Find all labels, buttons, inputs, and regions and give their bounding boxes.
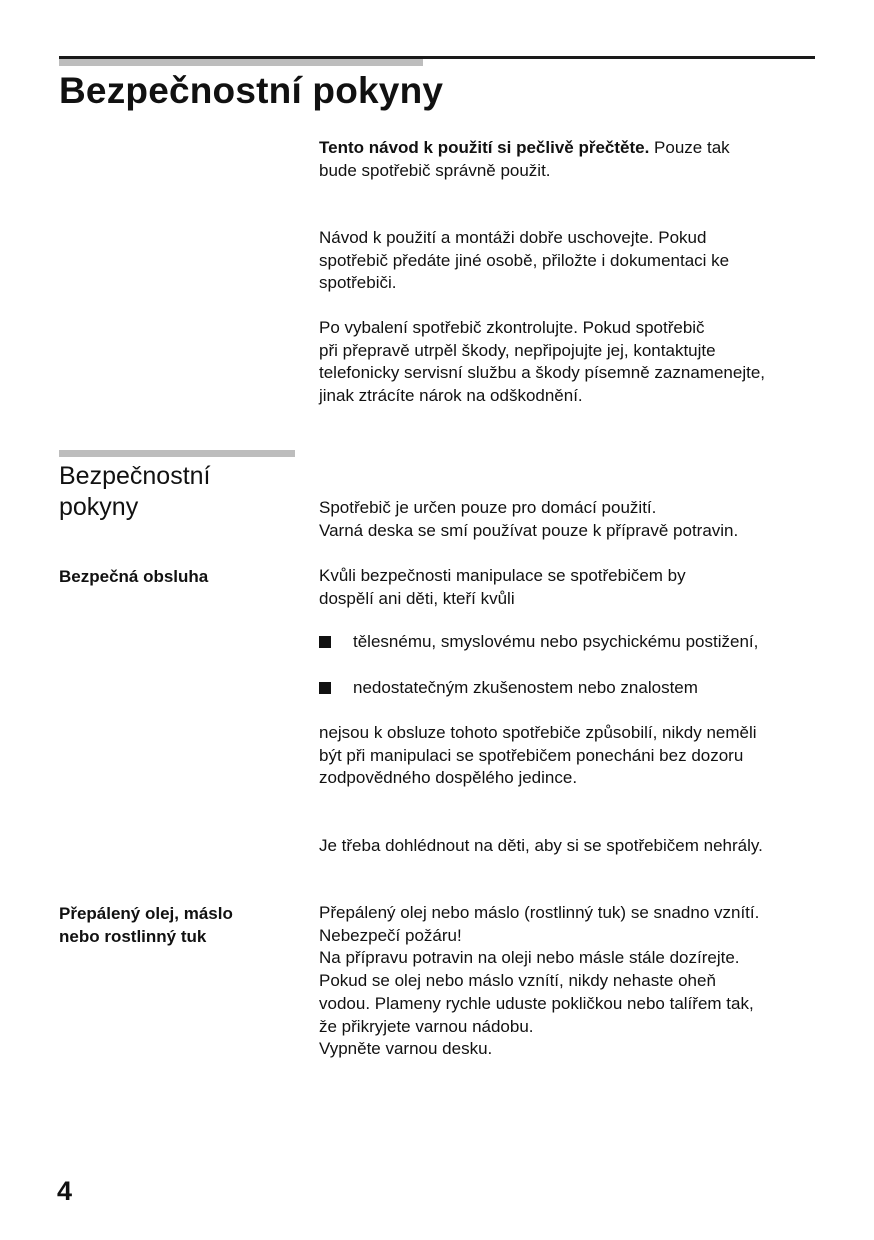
intro-p1-rest: Pouze tak (649, 138, 730, 157)
intro-paragraph-2 (319, 227, 819, 295)
list-item-text: nedostatečným zkušenostem nebo znalostem (353, 678, 698, 697)
oil-fire-label-line1: Přepálený olej, máslo (59, 904, 233, 923)
intro-p3-line: jinak ztrácíte nárok na odškodnění. (319, 386, 583, 406)
section-title-line2: pokyny (59, 493, 139, 521)
intro-p2-line: spotřebiči. (319, 273, 397, 293)
section-rule (59, 450, 295, 457)
list-item-text: tělesnému, smyslovému nebo psychickému postižení, (353, 632, 759, 651)
oil-fire-line: Na přípravu potravin na oleji nebo másle stále dozírejte. (319, 948, 740, 968)
safe-operation-intro (319, 565, 819, 610)
list-item (319, 631, 819, 654)
square-bullet-icon (319, 682, 331, 694)
page-title: Bezpečnostní pokyny (59, 70, 444, 111)
list-item (319, 677, 819, 700)
oil-fire-label (59, 903, 299, 948)
safe-operation-after (319, 722, 819, 790)
intro-p1-line1 (319, 137, 819, 160)
safe-operation-after-line: nejsou k obsluze tohoto spotřebiče způsobilí, nikdy neměli (319, 723, 757, 742)
oil-fire-label-line2: nebo rostlinný tuk (59, 926, 207, 946)
safe-operation-after-line: být při manipulaci se spotřebičem ponecháni bez dozoru (319, 745, 744, 765)
intro-paragraph-1 (319, 137, 819, 182)
square-bullet-icon (319, 636, 331, 648)
intended-use-line: Spotřebič je určen pouze pro domácí použití. (319, 498, 657, 517)
safe-operation-label: Bezpečná obsluha (59, 567, 209, 586)
children-supervision-paragraph: Je třeba dohlédnout na děti, aby si se spotřebičem nehrály. (319, 836, 763, 855)
oil-fire-line: že přikryjete varnou nádobu. (319, 1016, 534, 1036)
header-rule (59, 56, 815, 59)
safe-operation-intro-line: dospělí ani děti, kteří kvůli (319, 588, 515, 608)
intro-p3-line: telefonicky servisní službu a škody písemně zaznamenejte, (319, 363, 766, 383)
oil-fire-line: Vypněte varnou desku. (319, 1039, 493, 1059)
safe-operation-intro-line: Kvůli bezpečnosti manipulace se spotřebičem by (319, 566, 686, 585)
intro-p1-bold: Tento návod k použití si pečlivě přečtěte. (319, 138, 650, 157)
section-title-line1: Bezpečnostní (59, 462, 211, 490)
oil-fire-line: Pokud se olej nebo máslo vznítí, nikdy nehaste oheň (319, 971, 716, 991)
safe-operation-after-line: zodpovědného dospělého jedince. (319, 768, 578, 788)
intro-paragraph-3 (319, 317, 819, 408)
intro-p2-line: spotřebič předáte jiné osobě, přiložte i dokumentaci ke (319, 250, 730, 270)
oil-fire-paragraph (319, 902, 819, 1061)
section-title (59, 461, 289, 523)
intended-use-line: Varná deska se smí používat pouze k přípravě potravin. (319, 520, 739, 540)
oil-fire-line: Nebezpečí požáru! (319, 925, 462, 945)
oil-fire-line: vodou. Plameny rychle uduste pokličkou nebo talířem tak, (319, 993, 754, 1013)
intro-p1-line2: bude spotřebič správně použit. (319, 160, 551, 180)
oil-fire-line: Přepálený olej nebo máslo (rostlinný tuk) se snadno vznítí. (319, 903, 760, 922)
intro-p2-line: Návod k použití a montáži dobře uschovejte. Pokud (319, 228, 707, 247)
page-number: 4 (57, 1176, 73, 1206)
intended-use-paragraph (319, 497, 819, 542)
intro-p3-line: při přepravě utrpěl škody, nepřipojujte jej, kontaktujte (319, 340, 716, 360)
intro-p3-line: Po vybalení spotřebič zkontrolujte. Pokud spotřebič (319, 318, 705, 337)
